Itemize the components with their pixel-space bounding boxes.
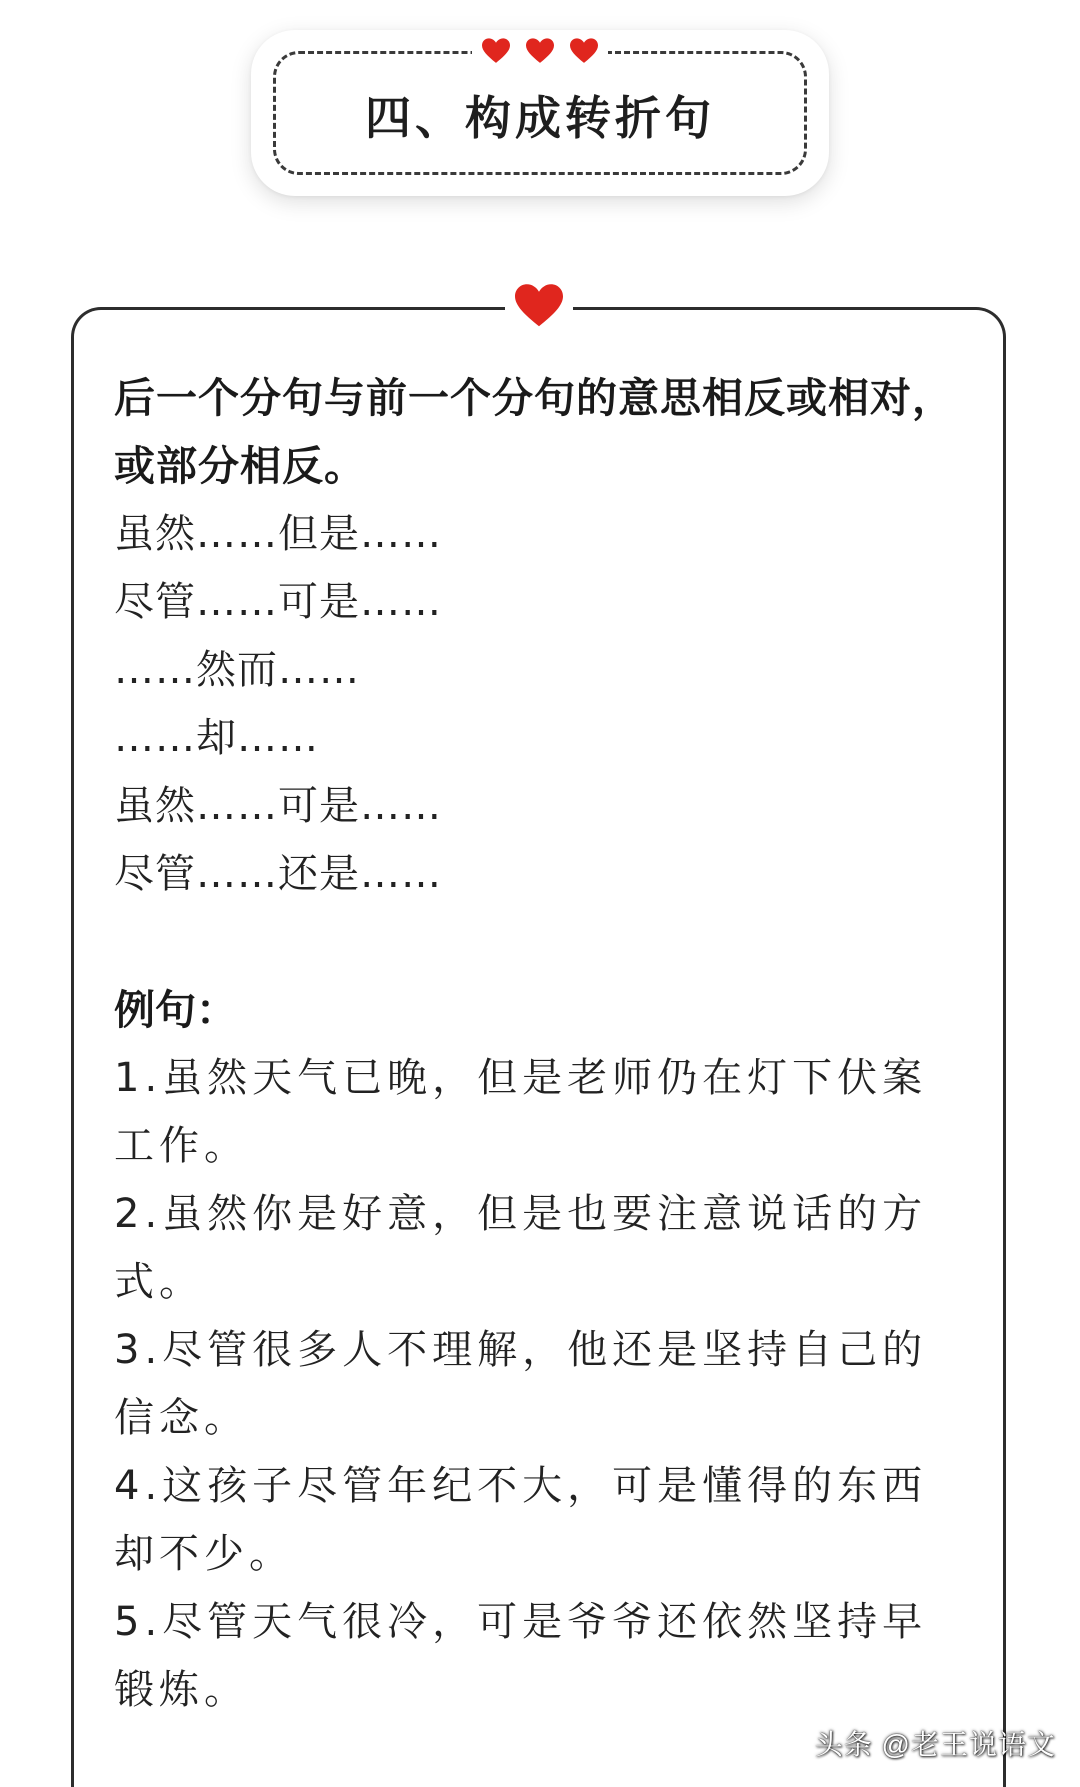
pattern-item: ……却…… <box>114 715 319 761</box>
heart-icon <box>526 38 554 64</box>
pattern-item: 尽管……还是…… <box>114 851 442 897</box>
watermark: 头条 @老王说语文 <box>814 1729 1056 1760</box>
example-item: 4.这孩子尽管年纪不大，可是懂得的东西却不少。 <box>114 1463 928 1577</box>
example-item: 3.尽管很多人不理解，他还是坚持自己的信念。 <box>114 1327 928 1441</box>
definition-text: 后一个分句与前一个分句的意思相反或相对，或部分相反。 <box>114 374 954 490</box>
example-item: 5.尽管天气很冷，可是爷爷还依然坚持早锻炼。 <box>114 1599 928 1713</box>
heart-icon <box>570 38 598 64</box>
card-heart <box>505 284 573 328</box>
example-item: 2.虽然你是好意，但是也要注意说话的方式。 <box>114 1191 928 1305</box>
pattern-item: ……然而…… <box>114 647 360 693</box>
heart-icon <box>515 284 563 328</box>
title-dashed-frame <box>273 51 807 175</box>
title-badge <box>251 30 829 196</box>
pattern-item: 尽管……可是…… <box>114 579 442 625</box>
examples-heading: 例句： <box>114 986 237 1034</box>
example-list <box>114 1044 967 1724</box>
heart-icon <box>482 38 510 64</box>
pattern-list <box>114 500 967 908</box>
example-item: 1.虽然天气已晚，但是老师仍在灯下伏案工作。 <box>114 1055 928 1169</box>
title-hearts <box>472 38 608 64</box>
card-content <box>114 364 967 1724</box>
page-title: 四、构成转折句 <box>365 91 715 145</box>
pattern-item: 虽然……可是…… <box>114 783 442 829</box>
pattern-item: 虽然……但是…… <box>114 511 442 557</box>
content-card <box>71 307 1006 1787</box>
